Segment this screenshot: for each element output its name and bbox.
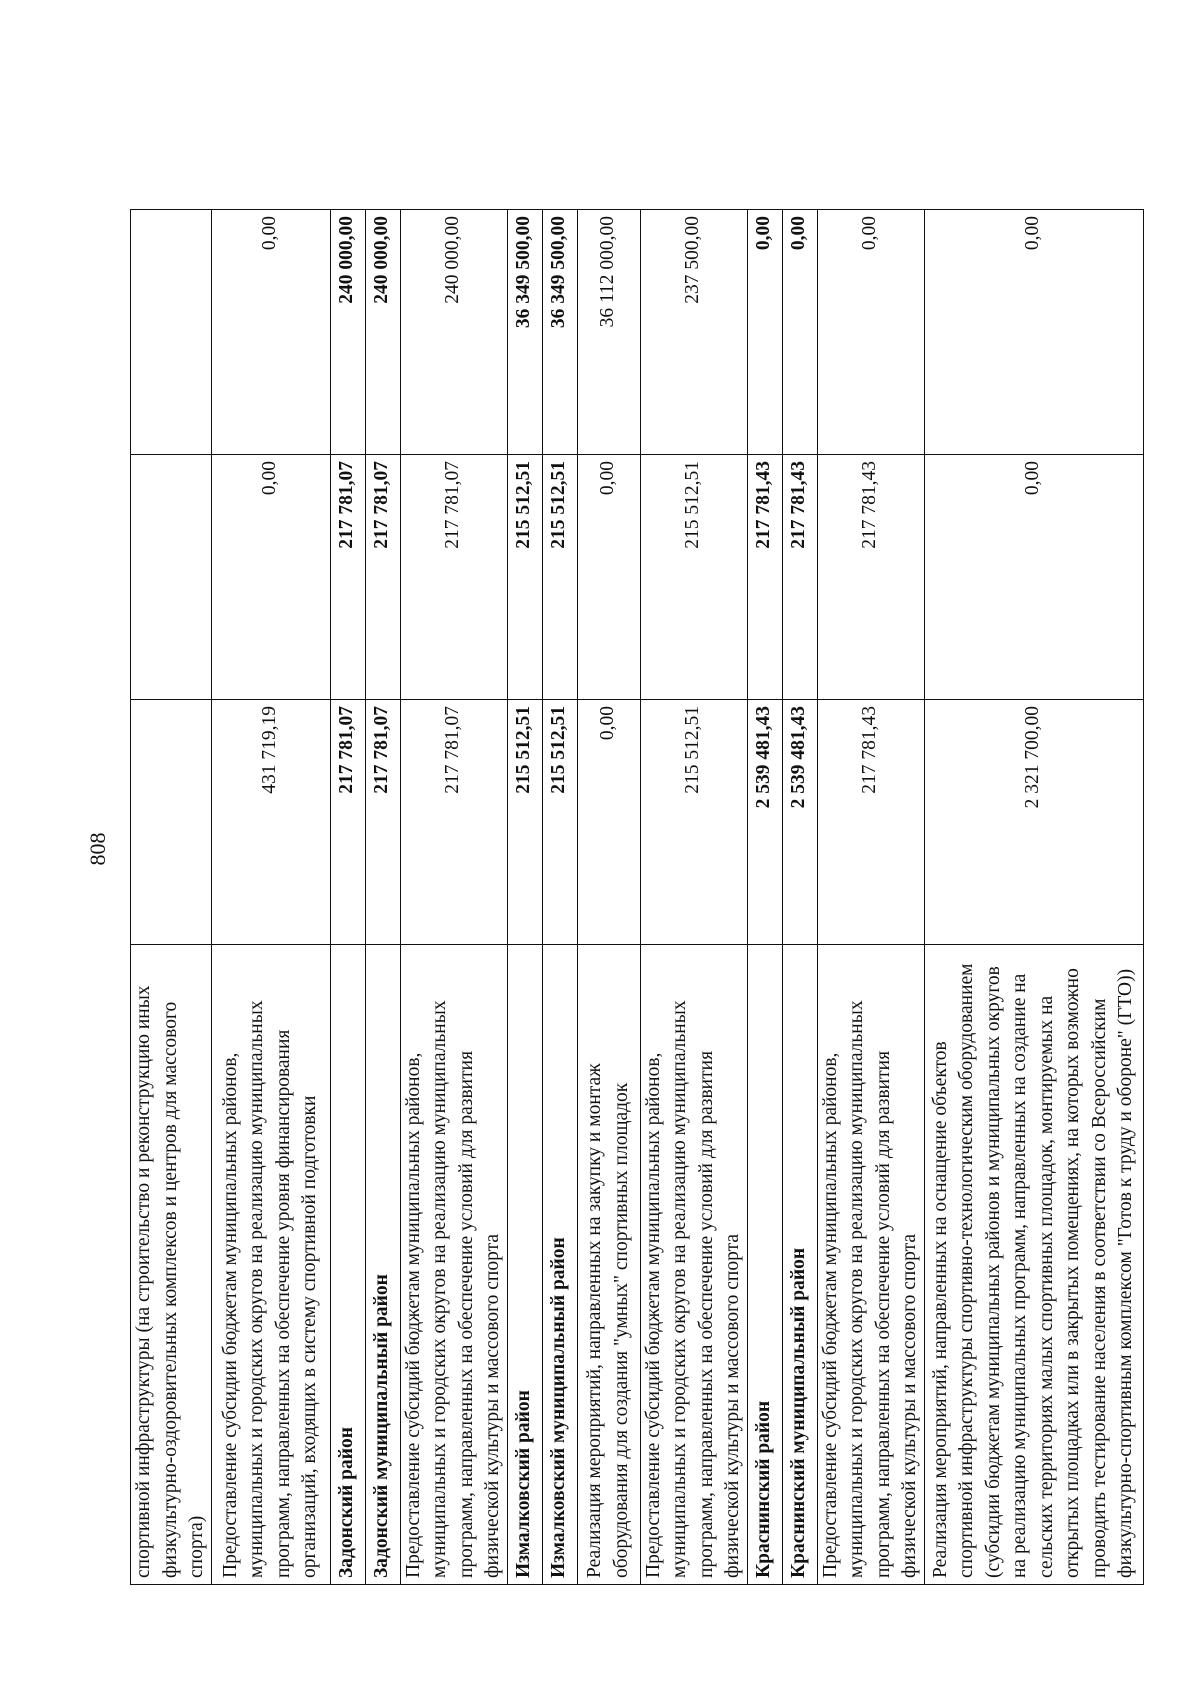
row-label: Задонский муниципальный район: [365, 945, 400, 1585]
value-col-1: 215 512,51: [507, 700, 542, 945]
row-label: Измалковский район: [507, 945, 542, 1585]
value-col-1: 217 781,07: [365, 700, 400, 945]
table-row: [782, 210, 817, 1585]
value-col-2: 215 512,51: [542, 455, 577, 700]
value-col-3: 0,00: [924, 210, 1143, 455]
value-col-2: 217 781,43: [817, 455, 924, 700]
value-col-2: 217 781,07: [365, 455, 400, 700]
row-label: Задонский район: [330, 945, 365, 1585]
value-col-3: 237 500,00: [640, 210, 747, 455]
row-label: Предоставление субсидий бюджетам муниципальных районов, муниципальных и городских округов на реализацию муниципальных программ, направленных на обеспечение условий для развития физической культуры и массового спорта: [817, 945, 924, 1585]
row-label: спортивной инфраструктуры (на строительство и реконструкцию иных физкультурно-оздоровительных комплексов и центров для массового спорта): [131, 945, 212, 1585]
table-row: [924, 210, 1143, 1585]
value-col-3: 240 000,00: [400, 210, 507, 455]
table-row: [747, 210, 782, 1585]
table-row: [131, 210, 212, 1585]
table-row: [211, 210, 330, 1585]
value-col-3: 0,00: [747, 210, 782, 455]
table-row: [640, 210, 747, 1585]
value-col-3: [131, 210, 212, 455]
value-col-3: 0,00: [817, 210, 924, 455]
value-col-3: 0,00: [211, 210, 330, 455]
value-col-2: 0,00: [211, 455, 330, 700]
value-col-1: 217 781,43: [817, 700, 924, 945]
value-col-2: 217 781,43: [747, 455, 782, 700]
value-col-3: 0,00: [782, 210, 817, 455]
value-col-2: 217 781,07: [330, 455, 365, 700]
value-col-2: 217 781,43: [782, 455, 817, 700]
table-row: [577, 210, 640, 1585]
row-label: Реализация мероприятий, направленных на закупку и монтаж оборудования для создания "умных" спортивных площадок: [577, 945, 640, 1585]
value-col-1: 2 321 700,00: [924, 700, 1143, 945]
value-col-1: 215 512,51: [542, 700, 577, 945]
row-label: Краснинский район: [747, 945, 782, 1585]
value-col-1: 217 781,07: [400, 700, 507, 945]
value-col-3: 240 000,00: [365, 210, 400, 455]
table-row: [817, 210, 924, 1585]
row-label: Измалковский муниципальный район: [542, 945, 577, 1585]
table-row: [400, 210, 507, 1585]
value-col-2: 215 512,51: [507, 455, 542, 700]
budget-table: [130, 209, 1144, 1585]
value-col-3: 36 349 500,00: [542, 210, 577, 455]
value-col-1: 2 539 481,43: [782, 700, 817, 945]
value-col-3: 36 349 500,00: [507, 210, 542, 455]
value-col-1: 431 719,19: [211, 700, 330, 945]
row-label: Предоставление субсидий бюджетам муниципальных районов, муниципальных и городских округов на реализацию муниципальных программ, направленных на обеспечение условий для развития физической культуры и массового спорта: [640, 945, 747, 1585]
value-col-1: 217 781,07: [330, 700, 365, 945]
row-label: Предоставление субсидий бюджетам муниципальных районов, муниципальных и городских округов на реализацию муниципальных программ, направленных на обеспечение условий для развития физической культуры и массового спорта: [400, 945, 507, 1585]
value-col-3: 240 000,00: [330, 210, 365, 455]
table-row: [542, 210, 577, 1585]
table-row: [507, 210, 542, 1585]
value-col-2: 0,00: [577, 455, 640, 700]
row-label: Предоставление субсидии бюджетам муниципальных районов, муниципальных и городских округов на реализацию муниципальных программ, направленных на обеспечение уровня финансирования организаций, входящих в систему спортивной подготовки: [211, 945, 330, 1585]
row-label: Краснинский муниципальный район: [782, 945, 817, 1585]
page-number: 808: [85, 832, 110, 866]
rotated-page-content: [130, 210, 1136, 1585]
table-row: [330, 210, 365, 1585]
table-row: [365, 210, 400, 1585]
row-label: Реализация мероприятий, направленных на оснащение объектов спортивной инфраструктуры спортивно-технологическим оборудованием (субсидии бюджетам муниципальных районов и муниципальных округов на реализацию муниципальных программ, направленных на создание на сельских территориях малых спортивных площадок, монтируемых на открытых площадках или в закрытых помещениях, на которых возможно проводить тестирование населения в соответствии со Всероссийским физкультурно-спортивным комплексом "Готов к труду и обороне" (ГТО)): [924, 945, 1143, 1585]
value-col-2: 217 781,07: [400, 455, 507, 700]
value-col-1: 2 539 481,43: [747, 700, 782, 945]
value-col-2: 0,00: [924, 455, 1143, 700]
value-col-2: 215 512,51: [640, 455, 747, 700]
value-col-1: 215 512,51: [640, 700, 747, 945]
value-col-3: 36 112 000,00: [577, 210, 640, 455]
value-col-2: [131, 455, 212, 700]
value-col-1: [131, 700, 212, 945]
value-col-1: 0,00: [577, 700, 640, 945]
